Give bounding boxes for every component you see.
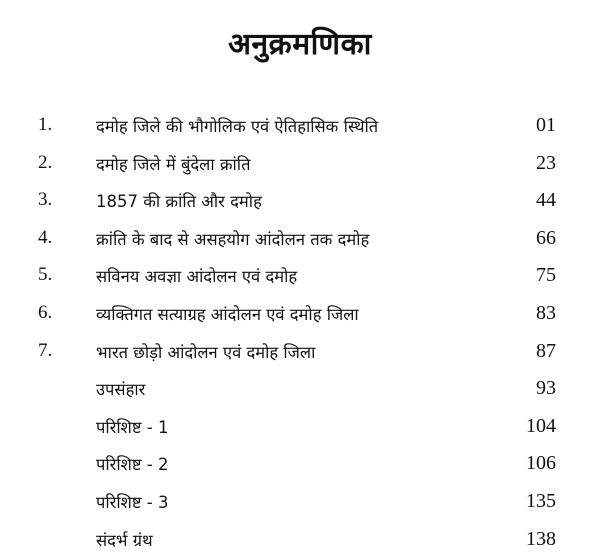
toc-entry: [0, 409, 600, 447]
entry-title: संदर्भ ग्रंथ: [96, 530, 153, 550]
toc-entry: [0, 108, 600, 146]
toc-entry: [0, 146, 600, 184]
page-title: अनुक्रमणिका: [228, 27, 372, 62]
entry-title: परिशिष्ट - 3: [96, 492, 169, 512]
entry-title: दमोह जिले में बुंदेला क्रांति: [96, 154, 251, 174]
entry-title: परिशिष्ट - 2: [96, 455, 169, 475]
entry-number: 4.: [38, 226, 53, 248]
toc-entry: [0, 371, 600, 409]
toc-entry: [0, 446, 600, 484]
entry-page: 138: [526, 527, 556, 550]
entry-number: 6.: [38, 301, 53, 323]
entry-page: 23: [536, 151, 556, 174]
toc-entry: [0, 221, 600, 259]
table-of-contents: [0, 108, 600, 559]
entry-page: 135: [526, 489, 556, 512]
entry-page: 106: [526, 452, 556, 475]
entry-page: 75: [536, 264, 556, 287]
entry-page: 83: [536, 301, 556, 324]
entry-number: 2.: [38, 151, 53, 173]
toc-entry: [0, 484, 600, 522]
entry-title: भारत छोड़ो आंदोलन एवं दमोह जिला: [96, 342, 316, 362]
entry-title: दमोह जिले की भौगोलिक एवं ऐतिहासिक स्थिति: [96, 117, 379, 136]
entry-title: परिशिष्ट - 1: [96, 417, 169, 437]
entry-page: 87: [536, 339, 556, 362]
toc-entry: [0, 258, 600, 296]
entry-title: 1857 की क्रांति और दमोह: [96, 192, 262, 212]
entry-number: 7.: [38, 339, 53, 361]
entry-number: 5.: [38, 264, 53, 286]
toc-entry: [0, 522, 600, 560]
entry-page: 01: [536, 114, 556, 136]
toc-entry: [0, 296, 600, 334]
entry-page: 44: [536, 189, 556, 212]
entry-page: 93: [536, 377, 556, 400]
toc-entry: [0, 183, 600, 221]
entry-title: सविनय अवज्ञा आंदोलन एवं दमोह: [96, 267, 298, 287]
entry-number: 3.: [38, 189, 53, 211]
entry-title: उपसंहार: [96, 380, 146, 400]
entry-page: 66: [536, 226, 556, 249]
entry-title: व्यक्तिगत सत्याग्रह आंदोलन एवं दमोह जिला: [96, 304, 359, 324]
entry-title: क्रांति के बाद से असहयोग आंदोलन तक दमोह: [96, 229, 370, 249]
toc-entry: [0, 334, 600, 372]
entry-number: 1.: [38, 114, 53, 135]
entry-page: 104: [526, 414, 556, 437]
